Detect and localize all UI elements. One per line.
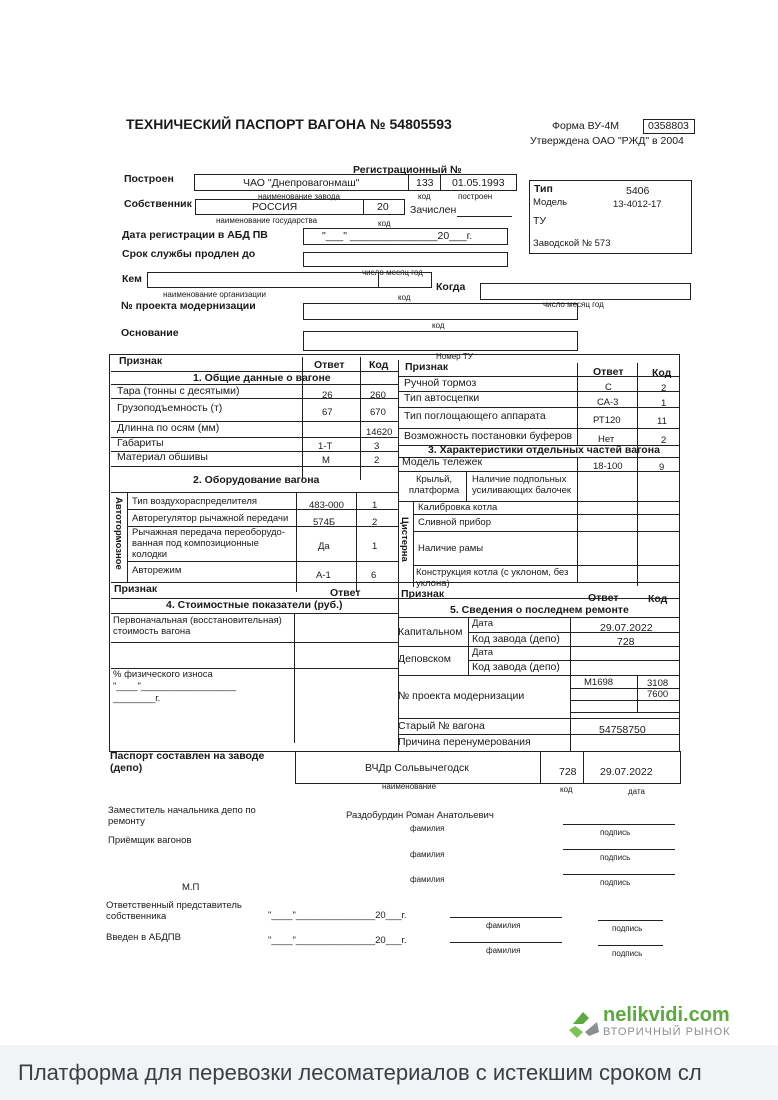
type-label: Тип (534, 183, 553, 195)
subfloor-beams-label: Наличие подпольных усиливающих балочек (472, 474, 572, 496)
passport-date: 29.07.2022 (600, 766, 653, 778)
logo-text: nelikvidi.com (603, 1004, 730, 1026)
wear-label: % физического износа (113, 669, 213, 680)
frame-presence-label: Наличие рамы (418, 543, 484, 554)
capital-code-value: 728 (617, 636, 635, 648)
draft-gear-answer: РТ120 (593, 415, 621, 426)
factory-number: Заводской № 573 (533, 238, 611, 249)
right-header-code: Код (652, 367, 672, 379)
depot-code-label: Код завода (депо) (472, 661, 560, 673)
caption-acceptor-surname: фамилия (410, 850, 445, 859)
old-number-label: Старый № вагона (398, 720, 485, 732)
caption-entered-surname: фамилия (486, 946, 521, 955)
air-distributor-label: Тип воздухораспределителя (132, 496, 258, 507)
draft-gear-code: 11 (657, 416, 667, 427)
factory-code: 133 (416, 177, 434, 189)
lever-regulator-answer: 574Б (313, 517, 336, 528)
lever-regulator-code: 2 (372, 517, 378, 528)
autobrake-vertical-label: Автотормозное (113, 497, 124, 570)
right-header-sign: Признак (405, 361, 449, 373)
mod-value-2b: 7600 (647, 689, 669, 700)
modernization-label: № проекта модернизации (121, 300, 256, 312)
reg-date-label: Дата регистрации в АБД ПВ (122, 229, 268, 241)
air-distributor-code: 1 (372, 500, 378, 511)
sec5-header-sign: Признак (401, 588, 445, 600)
listing-caption: Платформа для перевозки лесоматериалов с истекшим сроком сл (18, 1060, 702, 1085)
entered-label: Введен в АБДПВ (106, 932, 181, 943)
caption-entered-signature: подпись (612, 949, 643, 958)
section-4-title: 4. Стоимостные показатели (руб.) (166, 599, 343, 611)
caption-deputy-signature: подпись (600, 828, 631, 837)
by-whom-box (147, 272, 432, 288)
caption-org-code: код (398, 293, 411, 302)
caption-third-surname: фамилия (410, 875, 445, 884)
deputy-label: Заместитель начальника депо по ремонту (108, 805, 256, 827)
owner-code: 20 (377, 201, 389, 213)
gauge-answer: 1-Т (318, 441, 333, 452)
caption-deputy-surname: фамилия (410, 824, 445, 833)
capital-date-label: Дата (472, 618, 494, 629)
caption-factory-name: наименование завода (258, 192, 340, 201)
section-2-title: 2. Оборудование вагона (193, 474, 320, 486)
basis-label: Основание (121, 327, 179, 339)
tare-label: Тара (тонны с десятыми) (117, 385, 240, 397)
enrolled-label: Зачислен (410, 204, 457, 216)
section-3-title: 3. Характеристики отдельных частей вагона (428, 444, 660, 456)
caption-when: число месяц год (543, 300, 604, 309)
caption-built: построен (458, 192, 493, 201)
service-ext-label: Срок службы продлен до (122, 248, 256, 260)
tare-code: 260 (370, 390, 386, 401)
caption-third-signature: подпись (600, 878, 631, 887)
capacity-label: Грузоподъемность (т) (117, 402, 223, 414)
service-ext-box (303, 252, 508, 267)
owner-box (195, 199, 405, 215)
caption-mod-code: код (432, 321, 445, 330)
reg-number-label: Регистрационный № (353, 164, 462, 176)
model-value: 13-4012-17 (613, 199, 662, 210)
caption-passport-code: код (560, 785, 573, 794)
lever-transmission-code: 1 (372, 541, 378, 552)
factory-name: ЧАО "Днепровагонмаш" (243, 177, 360, 189)
passport-depot-code: 728 (559, 766, 577, 778)
stamp-place-label: М.П (182, 882, 200, 893)
owner-label: Собственник (124, 198, 192, 210)
lever-transmission-answer: Да (318, 541, 330, 552)
automode-answer: А-1 (316, 570, 331, 581)
acceptor-label: Приёмщик вагонов (108, 835, 192, 846)
buffers-label: Возможность постановки буферов (404, 430, 573, 442)
caption-passport-date: дата (628, 787, 645, 796)
coupler-code: 1 (661, 398, 667, 409)
section-1-title: 1. Общие данные о вагоне (193, 372, 331, 384)
tank-vertical-label: Цистерна (399, 517, 410, 562)
when-label: Когда (436, 281, 466, 293)
sec5-header-answer: Ответ (588, 592, 619, 604)
model-label: Модель (533, 197, 568, 208)
length-code: 14620 (366, 427, 393, 438)
type-value: 5406 (626, 185, 650, 197)
capital-repair-label: Капитальном (398, 626, 463, 638)
left-header-sign: Признак (119, 355, 163, 367)
caption-org: наименование организации (163, 290, 266, 299)
sheathing-answer: М (322, 455, 330, 466)
draft-gear-label: Тип поглощающего аппарата (404, 410, 546, 422)
form-label: Форма ВУ-4М (552, 120, 620, 132)
initial-cost-label: Первоначальная (восстановительная) стоимость вагона (113, 615, 282, 637)
left-header-code: Код (369, 359, 389, 371)
mod-project-label: № проекта модернизации (398, 690, 525, 702)
capacity-code: 670 (370, 407, 386, 418)
boiler-design-label: Конструкция котла (с уклоном, без уклона) (416, 567, 569, 589)
passport-depot-name: ВЧДр Сольвычегодск (365, 762, 469, 774)
modernization-box (303, 303, 578, 320)
caption-state: наименование государства (216, 216, 318, 225)
caption-passport-name: наименование (382, 782, 437, 791)
caption-basis: Номер ТУ (436, 352, 473, 361)
built-label: Построен (124, 173, 174, 185)
wear-date-day: "____"__________________ (113, 681, 236, 692)
owner-country: РОССИЯ (252, 201, 298, 213)
coupler-label: Тип автосцепки (404, 392, 480, 404)
recycle-arrows-icon (565, 1002, 605, 1042)
old-number-value: 54758750 (599, 724, 646, 736)
coupler-answer: СА-3 (597, 397, 619, 408)
sheathing-label: Материал обшивы (117, 451, 208, 463)
lever-transmission-label: Рычажная передача переоборудо-ванная под композиционные колодки (132, 527, 285, 560)
depot-repair-label: Деповском (398, 653, 451, 665)
caption-service-date: число месяц год (362, 268, 423, 277)
responsible-label: Ответственный представитель собственника (106, 900, 242, 922)
caption-responsible-surname: фамилия (486, 921, 521, 930)
approved-text: Утверждена ОАО "РЖД" в 2004 (530, 135, 684, 147)
basis-box (303, 331, 578, 351)
nelikvidi-logo (565, 1002, 765, 1042)
buffers-code: 2 (661, 435, 667, 446)
sec5-header-code: Код (648, 593, 668, 605)
deputy-name: Раздобурдин Роман Анатольевич (346, 810, 494, 821)
capacity-answer: 67 (322, 407, 333, 418)
tu-label: ТУ (533, 215, 547, 227)
responsible-date: "____"_______________20___г. (268, 910, 407, 921)
automode-label: Авторежим (132, 565, 182, 576)
bogie-code: 9 (659, 462, 665, 473)
when-box (480, 283, 691, 300)
hand-brake-code: 2 (661, 383, 667, 394)
passport-compiled-label: Паспорт составлен на заводе (депо) (110, 750, 265, 774)
hand-brake-label: Ручной тормоз (404, 377, 477, 389)
lever-regulator-label: Авторегулятор рычажной передачи (132, 513, 289, 524)
roof-platform-label: Крыльй, платформа (408, 474, 460, 496)
gauge-label: Габариты (117, 437, 164, 449)
bogie-answer: 18-100 (593, 461, 623, 472)
caption-code: код (418, 192, 431, 201)
tare-answer: 26 (322, 390, 333, 401)
capital-date-value: 29.07.2022 (600, 622, 653, 634)
boiler-calibration-label: Калибровка котла (418, 502, 498, 513)
form-number: 0358803 (648, 120, 689, 132)
bogie-label: Модель тележек (402, 456, 483, 468)
capital-code-label: Код завода (депо) (472, 633, 560, 645)
logo-subtext: ВТОРИЧНЫЙ РЫНОК (603, 1026, 731, 1038)
mod-value-1b: 3108 (647, 678, 669, 689)
caption-owner-code: код (378, 219, 391, 228)
depot-date-label: Дата (472, 647, 494, 658)
wear-date-year: ________г. (113, 693, 161, 704)
sec4-header-answer: Ответ (330, 587, 361, 599)
hand-brake-answer: С (605, 382, 612, 393)
entered-date: "____"_______________20___г. (268, 935, 407, 946)
gauge-code: 3 (374, 441, 380, 452)
reg-date-value: "___" _______________20___г. (322, 230, 473, 242)
air-distributor-answer: 483-000 (309, 500, 344, 511)
buffers-answer: Нет (598, 434, 615, 445)
sheathing-code: 2 (374, 455, 380, 466)
drain-device-label: Сливной прибор (418, 517, 491, 528)
automode-code: 6 (371, 570, 377, 581)
mod-value-1a: М1698 (584, 677, 614, 688)
section-5-title: 5. Сведения о последнем ремонте (450, 604, 629, 616)
caption-responsible-signature: подпись (612, 924, 643, 933)
caption-acceptor-signature: подпись (600, 853, 631, 862)
built-date: 01.05.1993 (452, 177, 505, 189)
by-whom-label: Кем (122, 273, 142, 285)
renumber-reason-label: Причина перенумерования (398, 736, 531, 748)
document-title: ТЕХНИЧЕСКИЙ ПАСПОРТ ВАГОНА № 54805593 (126, 116, 452, 132)
sec4-header-sign: Признак (114, 583, 158, 595)
left-header-answer: Ответ (314, 359, 345, 371)
length-label: Длинна по осям (мм) (117, 422, 220, 434)
right-header-answer: Ответ (593, 366, 624, 378)
